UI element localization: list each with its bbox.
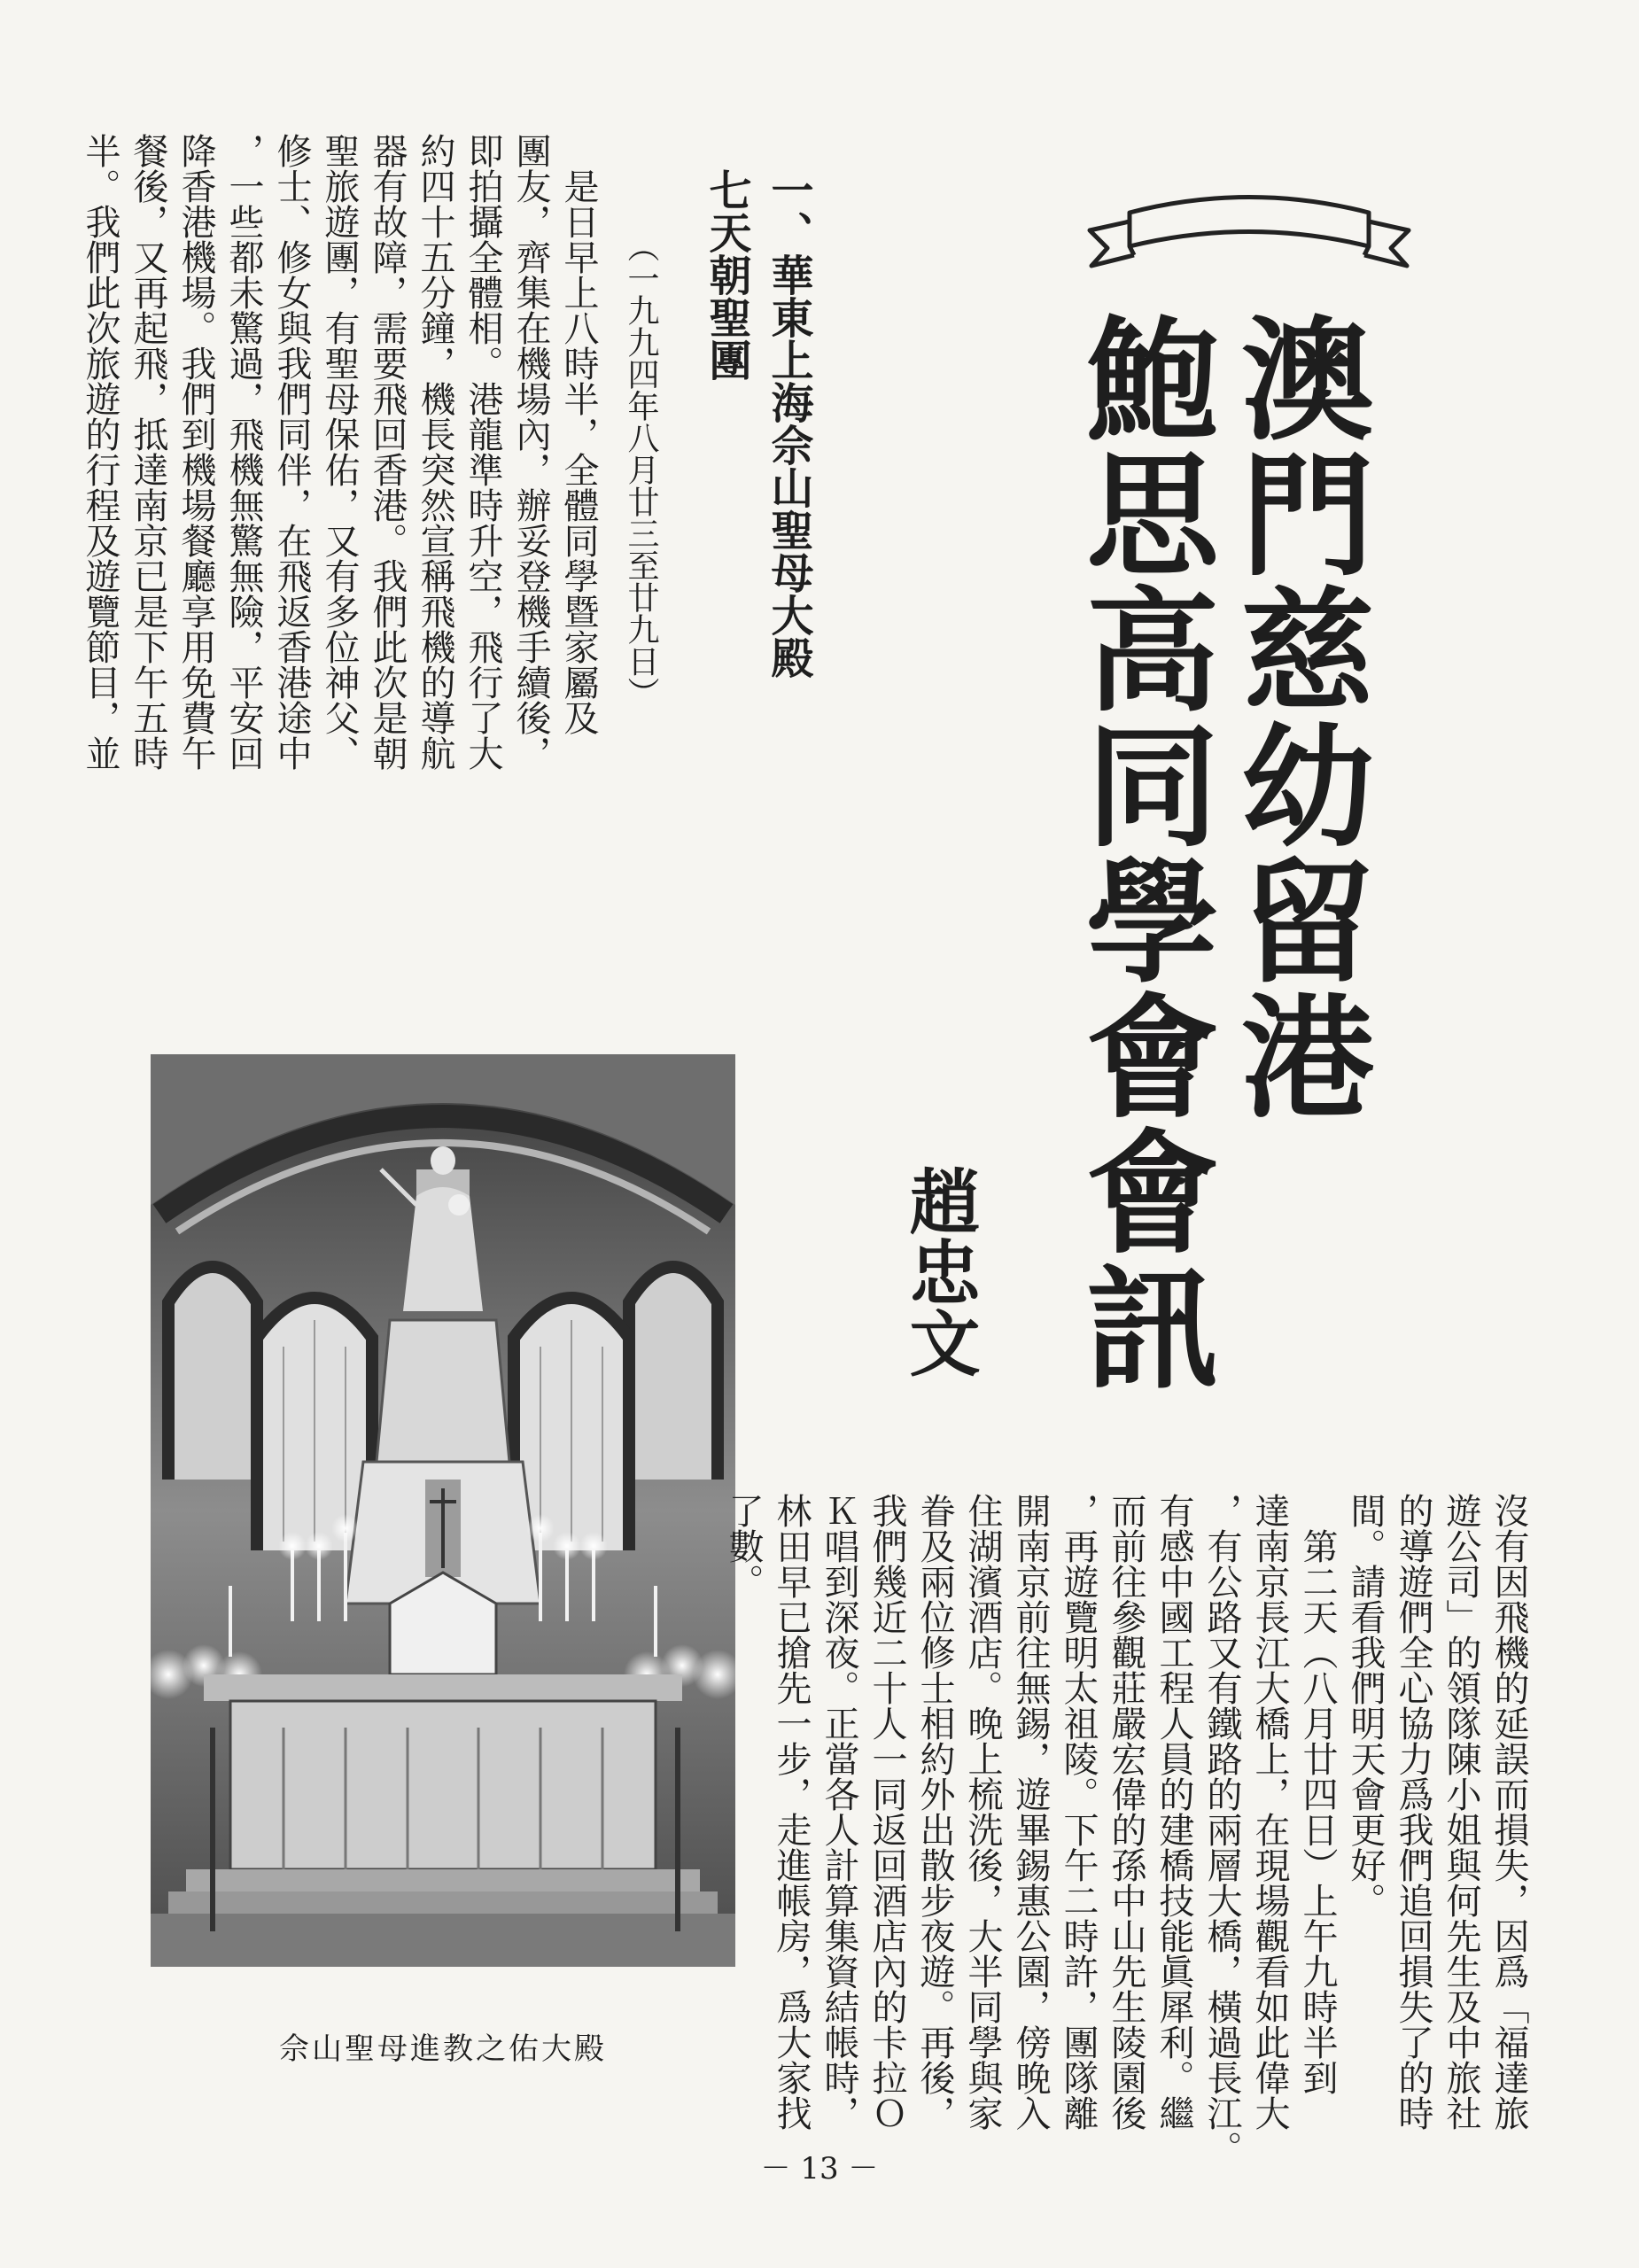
body-text-column-1: 是日早上八時半，全體同學暨家屬及 團友，齊集在機場內，辦妥登機手續後， 即拍攝全體相。港龍準時升空，飛行了大 約四十五分鐘，機長突然宣稱飛機的導航 器有故障，需要飛回香港。我們此次是朝 聖旅遊團，有聖母保佑，又有多位神父、 修士、修女與我們同伴，在飛返香港途中 ，一些都未驚過，飛機無驚無險，平安回 降香港機場。我們到機場餐廳享用免費午 餐後，又再起飛，抵達南京已是下午五時 半。我們此次旅遊的行程及遊覽節目，並 <box>80 133 599 771</box>
author-name: 趙忠文 <box>897 1165 981 1378</box>
photo-caption: 佘山聖母進教之佑大殿 <box>279 2031 607 2067</box>
ribbon-banner-ornament <box>1081 177 1418 275</box>
article-title: 澳門慈幼留港 鮑思高同學會會訊 <box>1063 310 1374 1394</box>
section-heading: 一、華東上海佘山聖母大殿 七天朝聖團 <box>702 168 813 679</box>
page-number: － 13 － <box>760 2151 879 2186</box>
body-text-column-2: 沒有因飛機的延誤而損失，因爲「福達旅 遊公司」的領隊陳小姐與何先生及中旅社 的導遊們全心協力爲我們追回損失了的時 間。請看我們明天會更好。 第二天（八月廿四日）上午九時半到 達南京長江大橋上，在現場觀看如此偉大 ，有公路又有鐵路的兩層大橋，橫過長江。 有感中國工程人員的建橋技能眞犀利。繼 而前往參觀莊嚴宏偉的孫中山先生陵園後 ，再遊覽明太祖陵。下午二時許，團隊離 開南京前往無錫，遊畢錫惠公園，傍晚入 住湖濱酒店。晚上梳洗後，大半同學與家 眷及兩位修士相約外出散步夜遊。再後， 我們幾近二十人一同返回酒店內的卡拉Ｏ Ｋ唱到深夜。正當各人計算集資結帳時， 林田早已搶先一步，走進帳房，爲大家找 了數。 <box>723 1493 1529 2166</box>
section-date: （一九九四年八月廿三至廿九日） <box>623 230 659 709</box>
church-altar-photo <box>151 1054 735 1967</box>
